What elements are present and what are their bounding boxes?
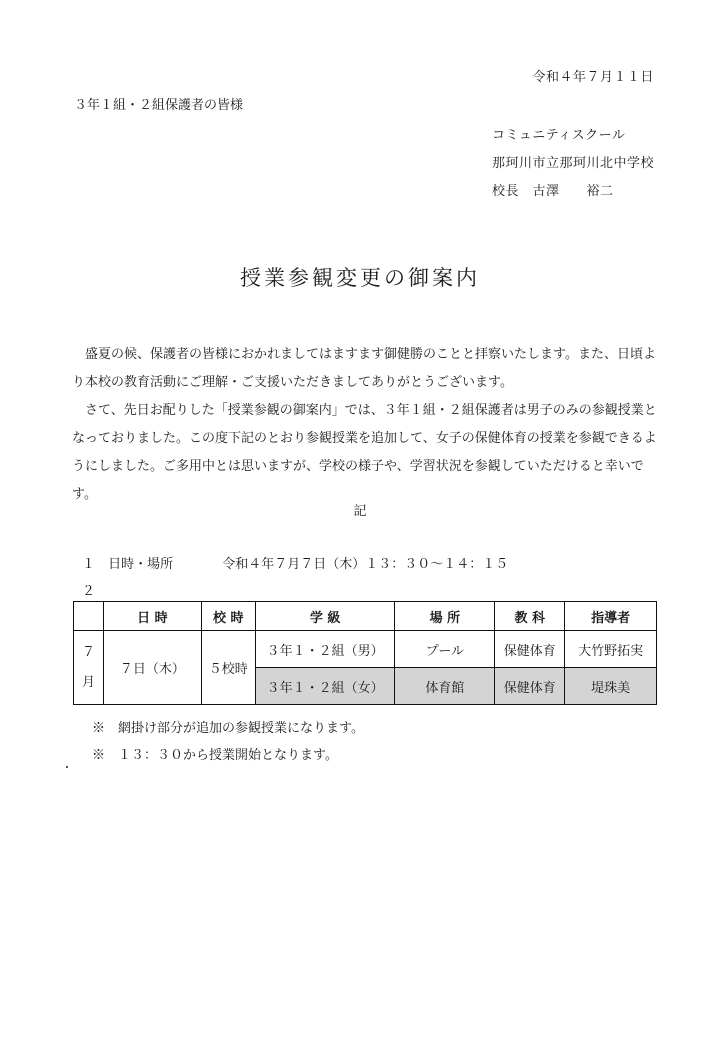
sender-org: コミュニティスクール <box>491 128 626 143</box>
item-datetime <box>82 553 508 572</box>
teacher-cell: 堤珠美 <box>565 668 657 705</box>
subject-cell: 保健体育 <box>495 668 565 705</box>
header-cell: 学 級 <box>255 602 395 631</box>
scan-speck <box>66 766 68 768</box>
header-cell: 日 時 <box>103 602 201 631</box>
item-number: １ <box>82 557 96 572</box>
teacher-cell: 大竹野拓実 <box>565 631 657 668</box>
table-row <box>74 631 657 668</box>
sender-principal: 校長 古澤 裕二 <box>491 184 614 199</box>
item-label: 日時・場所 <box>108 557 174 572</box>
body-paragraph: 盛夏の候、保護者の皆様におかれましてはますます御健勝のことと拝察いたします。また、日頃より本校の教育活動にご理解・ご支援いただきましてありがとうございます。 <box>72 347 656 390</box>
sender-block <box>492 122 654 206</box>
header-cell: 校 時 <box>201 602 255 631</box>
class-cell: ３年１・２組（女） <box>255 668 395 705</box>
date-cell: ７日（木） <box>103 631 201 705</box>
ki-heading: 記 <box>353 504 367 519</box>
document-date: 令和４年７月１１日 <box>532 70 654 85</box>
recipient: ３年１組・２組保護者の皆様 <box>74 98 244 113</box>
item-value: 令和４年７月７日（木）１３：３０～１４：１５ <box>222 557 509 572</box>
month-label: 月 <box>81 674 95 690</box>
header-cell: 指導者 <box>565 602 657 631</box>
document-title: 授業参観変更の御案内 <box>240 266 480 290</box>
place-cell: プール <box>395 631 495 668</box>
month-cell <box>74 631 104 705</box>
place-cell: 体育館 <box>395 668 495 705</box>
schedule-table <box>73 601 657 705</box>
header-cell <box>74 602 104 631</box>
class-cell: ３年１・２組（男） <box>255 631 395 668</box>
period-cell: ５校時 <box>201 631 255 705</box>
body-text <box>72 341 662 509</box>
header-cell: 場 所 <box>395 602 495 631</box>
sender-school: 那珂川市立那珂川北中学校 <box>491 156 654 171</box>
note-shaded: ※ 網掛け部分が追加の参観授業になります。 <box>92 721 364 736</box>
item-schedule: ２ <box>82 584 96 599</box>
note-start-time: ※ １３：３０から授業開始となります。 <box>92 748 338 763</box>
month-number: ７ <box>81 644 95 660</box>
body-paragraph: さて、先日お配りした「授業参観の御案内」では、３年１組・２組保護者は男子のみの参観授業となっておりました。この度下記のとおり参観授業を追加して、女子の保健体育の授業を参観できるようにしました。ご多用中とは思いますが、学校の様子や、学習状況を参観していただけると幸いです。 <box>72 403 657 502</box>
subject-cell: 保健体育 <box>495 631 565 668</box>
header-cell: 教 科 <box>495 602 565 631</box>
